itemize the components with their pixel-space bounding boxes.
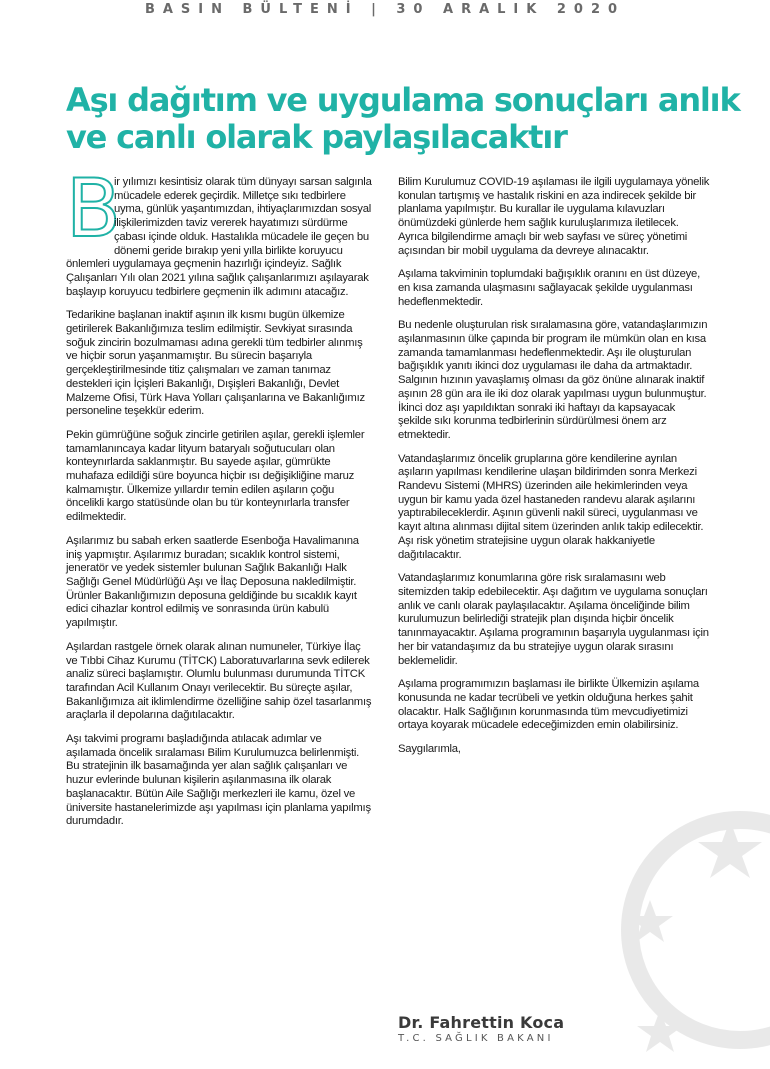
paragraph: Bilim Kurulumuz COVID-19 aşılaması ile ilgili uygulamaya yönelik konulan tartışmış ve hastalık riskini en aza indirecek şekilde bir planlama yapılmıştır. Bu kurallar ile uygulama kılavuzları önümüzdeki günlerde hem sağlık kuruluşlarımıza iletilecek. Ayrıca bilgilendirme amaçlı bir web sayfası ve süreç yönetimi açısından bir mobil uygulama da devreye alınacaktır. — [398, 176, 710, 257]
paragraph: Pekin gümrüğüne soğuk zincirle getirilen aşılar, gerekli işlemler tamamlanıncaya kadar lityum bataryalı soğutucuları olan konteynırlarda saklanmıştır. Bu sayede aşılar, gümrükte muhafaza edildiği süre boyunca hiçbir ısı değişikliğine maruz kalmamıştır. Ülkemize yıllardır temin edilen aşıların çoğu öncelikli kargo statüsünde olan bu tür konteynırlarla transfer edilmektedir. — [66, 428, 365, 524]
paragraph: Tedarikine başlanan inaktif aşının ilk kısmı bugün ülkemize getirilerek Bakanlığımıza teslim edilmiştir. Sevkiyat sırasında soğuk zincirin bozulmaması adına gerekli tüm tedbirler alınmış ve hiçbir sorun yaşanmamıştır. Bu sürecin başarıyla gerçekleştirilmesinde titiz çalışmaları ve zaman tanımaz destekleri için İçişleri Bakanlığı, Dışişleri Bakanlığı, Devlet Malzeme Ofisi, Türk Hava Yolları çalışanlarına ve Bakanlığımız personeline teşekkür ederim. — [66, 309, 365, 418]
crescent-star-watermark-icon — [590, 780, 770, 1069]
paragraph: Aşılama programımızın başlaması ile birlikte Ülkemizin aşılama konusunda ne kadar tecrübeli ve yetkin olduğuna herkes şahit olacaktır. Halk Sağlığının korunmasında tüm mevcudiyetimizi ortaya koyarak mücadele edeceğimizden emin olabilirsiniz. — [398, 678, 699, 732]
press-release-header: BASIN BÜLTENİ | 30 ARALIK 2020 — [144, 2, 626, 17]
paragraph: Aşılarımız bu sabah erken saatlerde Esenboğa Havalimanına iniş yapmıştır. Aşılarımız buradan; sıcaklık kontrol sistemi, jeneratör ve yedek sistemler bulunan Sağlık Bakanlığı Halk Sağlığı Genel Müdürlüğü Aşı ve İlaç Deposuna nakledilmiştir. Ürünler Bakanlığımızın deposuna geldiğinde bu sıcaklık kayıt edici cihazlar kontrol edilmiş ve sonrasında ürün kabulü yapılmıştır. — [66, 534, 359, 630]
paragraph — [66, 162, 372, 299]
paragraph: Aşılama takviminin toplumdaki bağışıklık oranını en üst düzeye, en kısa zamanda ulaşmasını sağlayacak şekilde uygulanması hedeflenmektedir. — [398, 268, 700, 308]
paragraph: Aşılardan rastgele örnek olarak alınan numuneler, Türkiye İlaç ve Tıbbi Cihaz Kurumu (TİTCK) Laboratuvarlarına sevk edilerek analiz süreci başlamıştır. Olumlu bulunması durumunda TİTCK tarafından Acil Kullanım Onayı verilecektir. Bu süreçte aşılar, Bakanlığımıza ait iklimlendirme özelliğine sahip özel tasarlanmış araçlarla il depolarına dağıtılacaktır. — [66, 640, 372, 722]
left-column — [66, 162, 372, 839]
paragraph: Bu nedenle oluşturulan risk sıralamasına göre, vatandaşlarımızın aşılanmasının ülke çapında bir program ile mümkün olan en kısa zamanda tamamlanması hedeflenmektedir. Aşı ile oluşturulan bağışıklık yanıtı ikinci doz uygulaması ile daha da artmaktadır. Salgının hızının yavaşlamış olması da göz önüne alınarak inaktif aşının 28 gün ara ile iki doz olarak yapılması uygun bulunmuştur. İkinci doz aşı yapıldıktan sonraki iki haftayı da kapsayacak şekilde sıkı korunma tedbirlerinin sürdürülmesi önem arz etmektedir. — [398, 319, 708, 441]
paragraph-text: ir yılımızı kesintisiz olarak tüm dünyayı sarsan salgınla mücadele ederek geçirdik. Milletçe sıkı tedbirlere uyma, günlük yaşantımızdan, ihtiyaçlarımızdan sosyal ilişkilerimizden taviz vererek hayatımızı sürdürme çabası içinde olduk. Hastalıkla mücadele ile geçen bu dönemi geride bırakıp yeni yılla birlikte koruyucu önlemleri uygulamaya geçmenin hazırlığı içindeyiz. Sağlık Çalışanları Yılı olan 2021 yılına sağlık çalışanlarımızı aşılayarak başlayıp koruyucu tedbirlere geçmenin ilk adımını atacağız. — [66, 176, 372, 298]
paragraph: Aşı takvimi programı başladığında atılacak adımlar ve aşılamada öncelik sıralaması Bilim Kurulumuzca belirlenmişti. Bu stratejinin ilk basamağında yer alan sağlık çalışanları ve huzur evlerinde bulunan kişilerin aşılanmasına ilk olarak başlanacaktır. Bütün Aile Sağlığı merkezleri ile kamu, özel ve üniversite hastanelerimizde aşı yapılması için planlama yapılmış durumdadır. — [66, 733, 371, 828]
paragraph: Vatandaşlarımız öncelik gruplarına göre kendilerine ayrılan aşıların yapılması kendilerine ulaşan bildirimden sonra Merkezi Randevu Sistemi (MHRS) üzerinden aile hekimlerinden veya uygun bir kamu yada özel hastaneden randevu alarak aşılarını yaptırabileceklerdir. Aşının güvenli nakil süreci, uygulanması ve kayıt altına alınması dijital sitem üzerinden anlık takip edilecektir. Aşı risk yönetim stratejisine uygun olarak hakkaniyetle dağıtılacaktır. — [398, 452, 704, 561]
right-column — [398, 176, 710, 767]
closing-salutation: Saygılarımla, — [398, 743, 461, 756]
dropcap-letter: B — [66, 162, 121, 255]
paragraph: Vatandaşlarımız konumlarına göre risk sıralamasını web sitemizden takip edebilecektir. Aşı dağıtım ve uygulama sonuçları anlık ve canlı olarak paylaşılacaktır. Aşılama önceliğinde bilim kurulumuzun belirlediği stratejik plan dışında hiçbir öncelik tanınmayacaktır. Aşılama programının başarıyla uygulanması için her bir vatandaşımız da bu stratejiye uygun olarak sırasını beklemelidir. — [398, 572, 709, 667]
signature-title: T.C. SAĞLIK BAKANI — [398, 1033, 554, 1044]
headline: Aşı dağıtım ve uygulama sonuçları anlık ve canlı olarak paylaşılacaktır — [66, 81, 740, 156]
signature-name: Dr. Fahrettin Koca — [398, 1013, 565, 1032]
